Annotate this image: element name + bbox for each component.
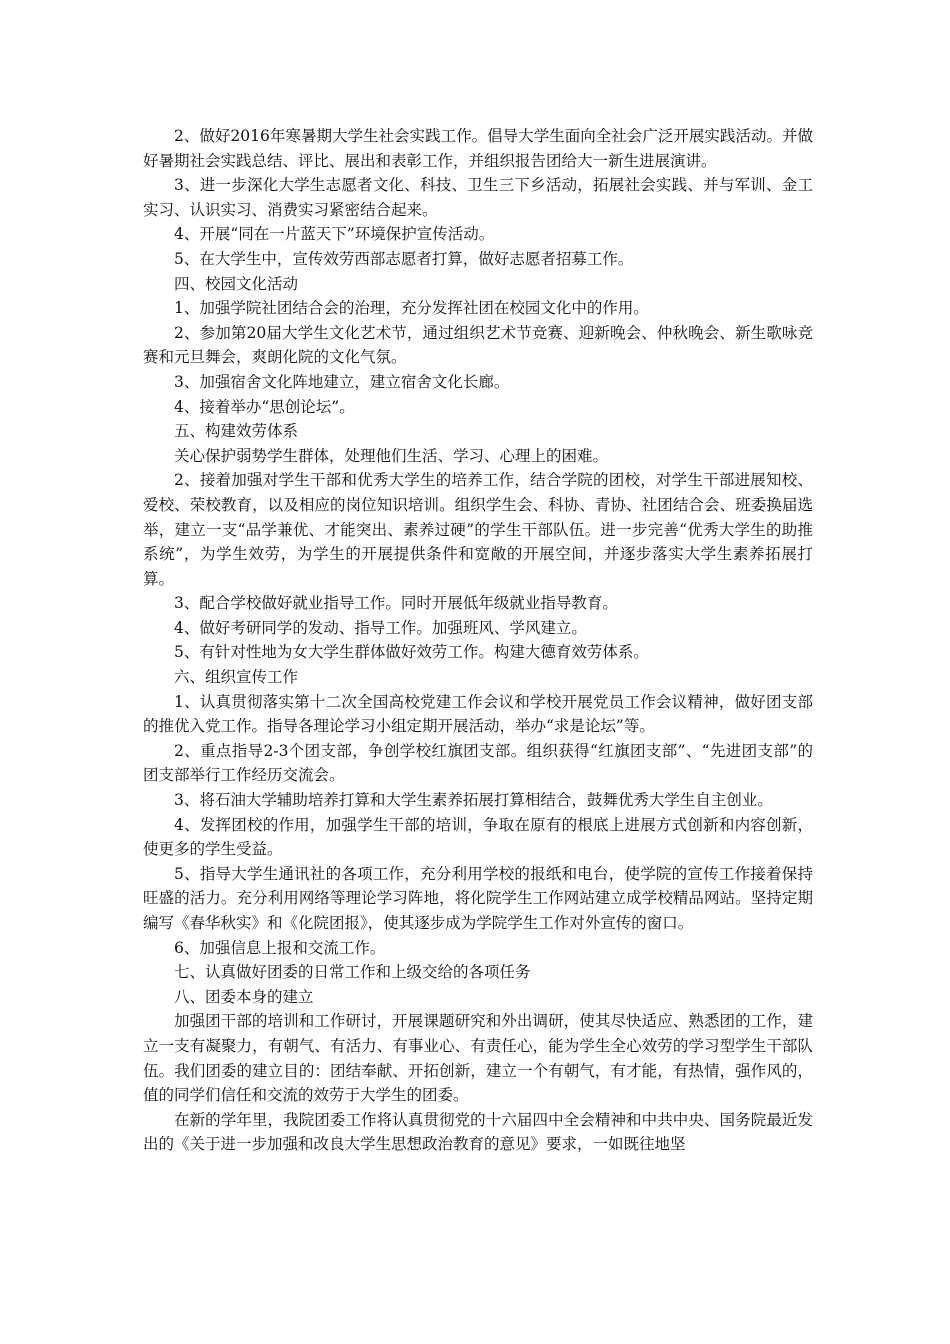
paragraph-graduate-exam: 4、做好考研同学的发动、指导工作。加强班风、学风建立。 (174, 618, 587, 637)
paragraph-party-building: 1、认真贯彻落实第十二次全国高校党建工作会议和学校开展党员工作会议精神，做好团支部的推优入党工作。指导各理论学习小组定期开展活动，举办“求是论坛”等。 (143, 692, 813, 736)
section-heading-self-building: 八、团委本身的建立 (174, 987, 314, 1006)
paragraph-forum: 4、接着举办“思创论坛”。 (174, 397, 355, 416)
section-heading-daily-work: 七、认真做好团委的日常工作和上级交给的各项任务 (174, 963, 531, 982)
paragraph-environment-campaign: 4、开展“同在一片蓝天下”环境保护宣传活动。 (174, 225, 495, 244)
paragraph-female-students: 5、有针对性地为女大学生群体做好效劳工作。构建大德育效劳体系。 (174, 643, 649, 662)
paragraph-employment-guidance: 3、配合学校做好就业指导工作。同时开展低年级就业指导教育。 (174, 594, 618, 613)
paragraph-dorm-culture: 3、加强宿舍文化阵地建立，建立宿舍文化长廊。 (174, 372, 510, 391)
paragraph-arts-festival: 2、参加第20届大学生文化艺术节，通过组织艺术节竞赛、迎新晚会、仲秋晚会、新生歌咏竞赛和元旦舞会，爽朗化院的文化气氛。 (143, 323, 813, 367)
paragraph-news-agency: 5、指导大学生通讯社的各项工作，充分利用学校的报纸和电台，使学院的宣传工作接着保持旺盛的活力。充分利用网络等理论学习阵地，将化院学生工作网站建立成学校精品网站。坚持定期编写《春华秋实》和《化院团报》，使其逐步成为学院学生工作对外宣传的窗口。 (143, 864, 813, 932)
section-heading-service-system: 五、构建效劳体系 (174, 422, 299, 441)
paragraph-volunteer-culture: 3、进一步深化大学生志愿者文化、科技、卫生三下乡活动，拓展社会实践、并与军训、金工实习、认识实习、消费实习紧密结合起来。 (143, 176, 813, 219)
section-heading-campus-culture: 四、校园文化活动 (174, 274, 299, 293)
paragraph-vulnerable-students: 关心保护弱势学生群体，处理他们生活、学习、心理上的困难。 (174, 446, 609, 465)
paragraph-club-management: 1、加强学院社团结合会的治理，充分发挥社团在校园文化中的作用。 (174, 299, 649, 318)
paragraph-west-volunteers: 5、在大学生中，宣传效劳西部志愿者打算，做好志愿者招募工作。 (174, 249, 634, 268)
paragraph-cadre-research: 加强团干部的培训和工作研讨，开展课题研究和外出调研，使其尽快适应、熟悉团的工作，建立一支有凝聚力，有朝气、有活力、有事业心、有责任心，能为学生全心效劳的学习型学生干部队伍。我们团委的建立目的：团结奉献、开拓创新，建立一个有朝气，有才能，有热情，强作风的，值的同学们信任和交流的效劳于大学生的团委。 (143, 1012, 813, 1105)
paragraph-entrepreneurship: 3、将石油大学辅助培养打算和大学生素养拓展打算相结合，鼓舞优秀大学生自主创业。 (174, 791, 773, 810)
paragraph-new-academic-year: 在新的学年里，我院团委工作将认真贯彻党的十六届四中全会精神和中共中央、国务院最近发出的《关于进一步加强和改良大学生思想政治教育的意见》要求，一如既往地坚 (143, 1110, 813, 1154)
paragraph-summer-practice: 2、做好2016年寒暑期大学生社会实践工作。倡导大学生面向全社会广泛开展实践活动。并做好暑期社会实践总结、评比、展出和表彰工作，并组织报告团给大一新生进展演讲。 (143, 127, 813, 170)
paragraph-league-school: 4、发挥团校的作用，加强学生干部的培训，争取在原有的根底上进展方式创新和内容创新，使更多的学生受益。 (143, 815, 813, 859)
section-heading-organization-publicity: 六、组织宣传工作 (174, 668, 299, 687)
paragraph-cadre-training: 2、接着加强对学生干部和优秀大学生的培养工作，结合学院的团校，对学生干部进展知校、爱校、荣校教育，以及相应的岗位知识培训。组织学生会、科协、青协、社团结合会、班委换届选举，建立一支“品学兼优、才能突出、素养过硬”的学生干部队伍。进一步完善“优秀大学生的助推系统”，为学生效劳，为学生的开展提供条件和宽敞的开展空间，并逐步落实大学生素养拓展打算。 (143, 471, 813, 588)
paragraph-information-reporting: 6、加强信息上报和交流工作。 (174, 938, 386, 957)
document-body (143, 124, 813, 1157)
paragraph-red-flag-branch: 2、重点指导2-3个团支部，争创学校红旗团支部。组织获得“红旗团支部”、“先进团支部”的团支部举行工作经历交流会。 (143, 741, 813, 785)
